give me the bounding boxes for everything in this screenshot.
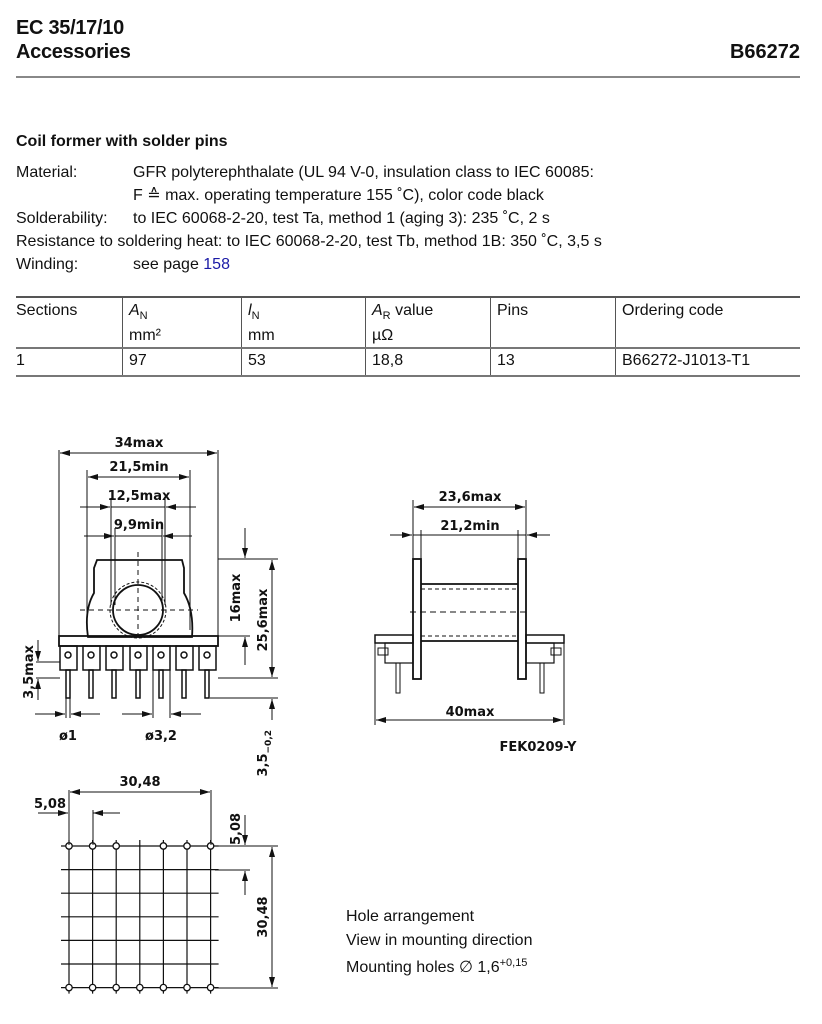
cell-sections: 1: [16, 348, 123, 376]
solderability-text: to IEC 60068-2-20, test Ta, method 1 (aging 3): 235 ˚C, 2 s: [133, 210, 550, 227]
mounting-hole: [113, 843, 119, 849]
cell-ar: 18,8: [366, 348, 491, 376]
solderability-label: Solderability:: [16, 210, 108, 227]
mounting-hole: [89, 984, 95, 990]
winding-text: see page: [133, 256, 204, 273]
title-line-2: Accessories: [16, 41, 131, 63]
winding-label: Winding:: [16, 256, 79, 273]
mounting-hole: [207, 984, 213, 990]
dim-9-9min: 9,9min: [113, 518, 165, 533]
an-symbol: A: [129, 302, 140, 319]
caption-line-1: Hole arrangement: [346, 908, 475, 925]
mounting-hole: [184, 984, 190, 990]
figure-code: FEK0209-Y: [499, 740, 577, 755]
caption-line-3: [346, 952, 532, 980]
caption-tolerance: +0,15: [499, 957, 528, 969]
ar-symbol: A: [372, 302, 383, 319]
part-number: B66272: [729, 41, 800, 63]
col-sections-label: Sections: [16, 302, 78, 319]
dim-40max: 40max: [445, 705, 495, 720]
dim-dia-3-2: ø3,2: [145, 729, 177, 744]
material-label: Material:: [16, 164, 78, 181]
dim-dia-1: ø1: [59, 729, 77, 744]
dim-5-08-v: 5,08: [229, 812, 244, 846]
hole-arrangement: [34, 775, 278, 994]
mounting-hole: [184, 843, 190, 849]
dim-25-6max: 25,6max: [256, 588, 271, 652]
winding-page-link[interactable]: 158: [203, 256, 230, 273]
cell-an: 97: [123, 348, 242, 376]
cell-ordering: B66272-J1013-T1: [616, 348, 801, 376]
caption-mounting-holes: Mounting holes ∅ 1,6: [346, 959, 500, 976]
mounting-hole: [113, 984, 119, 990]
mounting-hole: [137, 984, 143, 990]
dim-30-48-h: 30,48: [119, 775, 161, 790]
dim-21-5min: 21,5min: [109, 460, 169, 475]
title-line-1: EC 35/17/10: [16, 17, 124, 39]
cell-ln: 53: [242, 348, 366, 376]
dim-16max: 16max: [229, 573, 244, 623]
an-subscript: N: [139, 310, 148, 323]
ln-unit: mm: [248, 327, 275, 345]
dim-30-48-v: 30,48: [256, 896, 271, 938]
dim-3-5-tol: $3,5_{-0,2}$: [256, 730, 274, 777]
material-line-1: GFR polyterephthalate (UL 94 V-0, insulation class to IEC 60085:: [133, 164, 594, 181]
ar-value-label: value: [390, 302, 434, 319]
col-pins-label: Pins: [497, 302, 529, 319]
caption-line-2: View in mounting direction: [346, 931, 533, 949]
mounting-hole: [160, 984, 166, 990]
section-title: Coil former with solder pins: [16, 133, 228, 150]
hole-caption: [346, 905, 532, 980]
col-ordering-label: Ordering code: [622, 302, 724, 319]
front-view: [22, 436, 278, 777]
mounting-hole: [66, 984, 72, 990]
cell-pins: 13: [491, 348, 616, 376]
mounting-hole: [160, 843, 166, 849]
dim-23-6max: 23,6max: [438, 490, 502, 505]
ln-subscript: N: [251, 310, 260, 323]
material-line-2: F ≙ max. operating temperature 155 ˚C), color code black: [133, 187, 544, 204]
ar-unit: µΩ: [372, 327, 394, 345]
dim-34max: 34max: [114, 436, 164, 451]
dim-21-2min: 21,2min: [440, 519, 500, 534]
resistance-text: Resistance to soldering heat: to IEC 60068-2-20, test Tb, method 1B: 350 ˚C, 3,5 s: [16, 233, 602, 250]
side-view: [375, 490, 577, 755]
dim-12-5max: 12,5max: [107, 489, 171, 504]
dim-3-5max: 3,5max: [22, 645, 37, 699]
an-unit: mm²: [129, 327, 161, 345]
ln-symbol: l: [248, 302, 252, 319]
dim-5-08-h: 5,08: [33, 797, 67, 812]
ar-subscript: R: [382, 310, 391, 323]
